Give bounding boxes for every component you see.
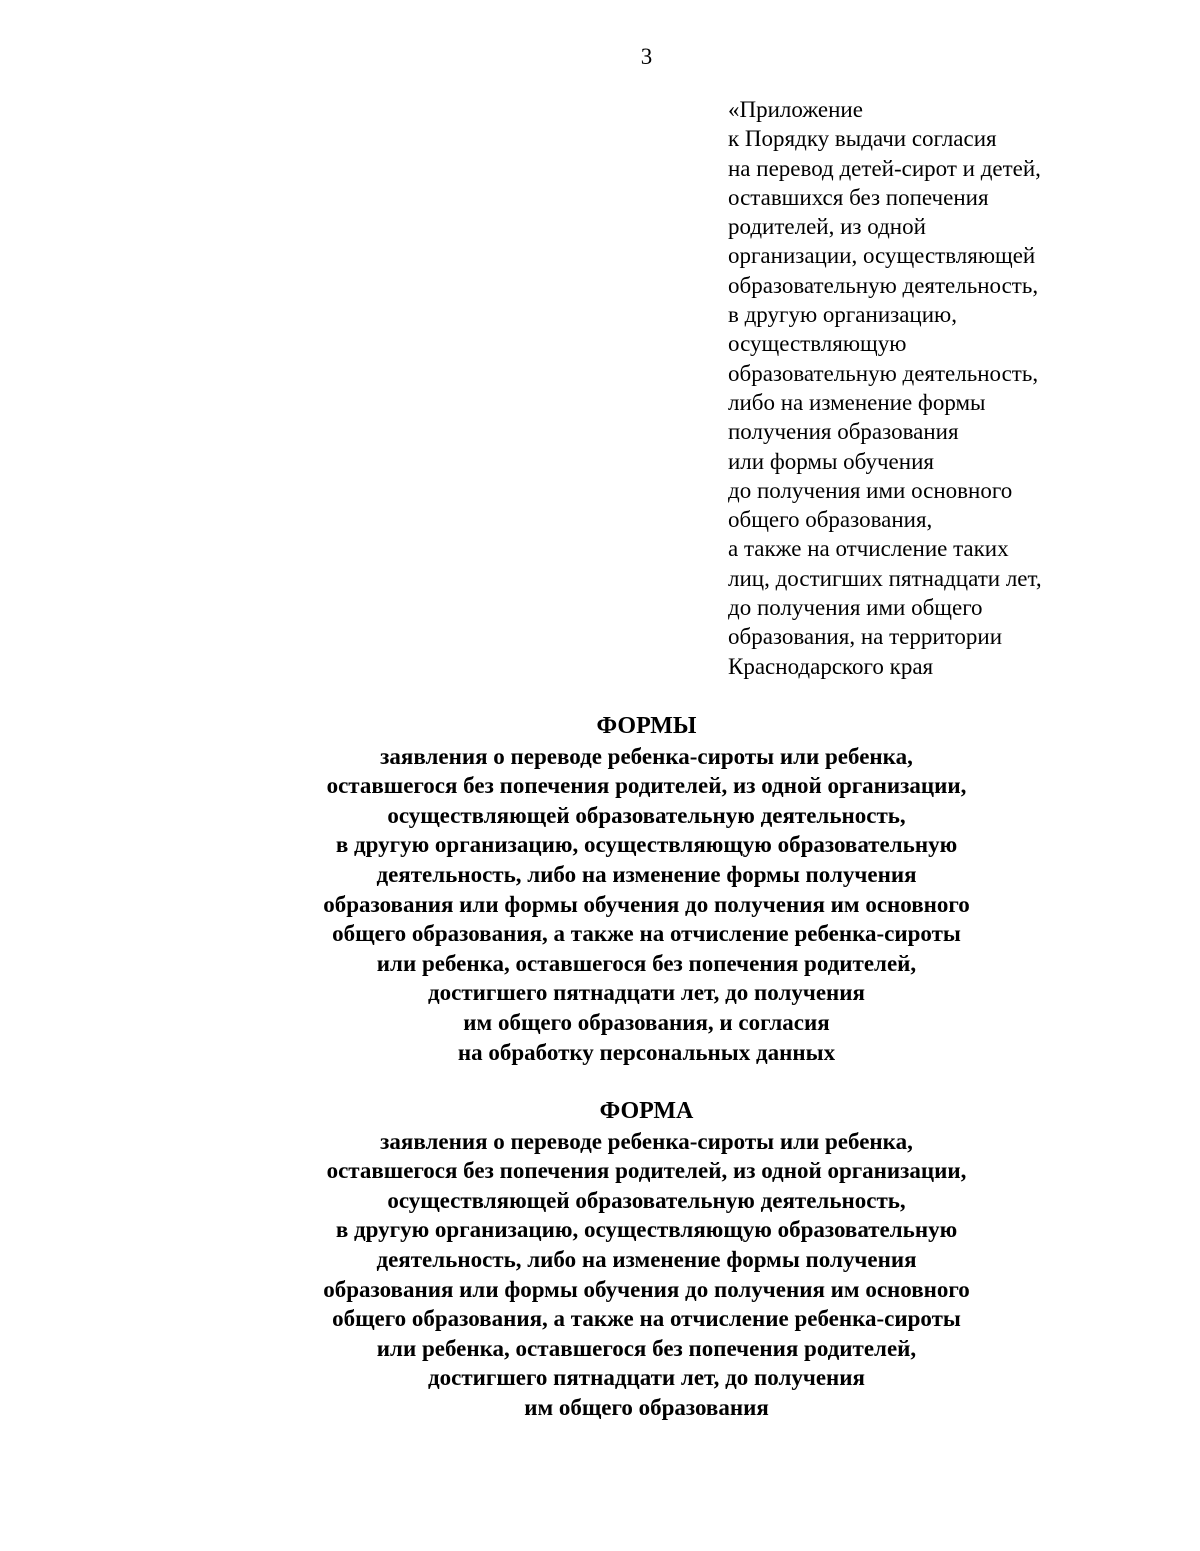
appendix-line: до получения ими общего [728,595,983,621]
appendix-line: либо на изменение формы [728,389,986,415]
appendix-line: получения образования [728,419,959,445]
forms-heading-line: в другую организацию, осуществляющую образовательную [335,832,958,858]
appendix-line: оставшихся без попечения [728,184,989,210]
appendix-line: лиц, достигших пятнадцати лет, [728,565,1042,591]
appendix-line: родителей, из одной [728,214,926,240]
form-heading-line: заявления о переводе ребенка-сироты или ребенка, [380,1128,913,1154]
forms-heading-line: общего образования, а также на отчисление ребенка-сироты [332,921,961,947]
form-heading-line: деятельность, либо на изменение формы получения [376,1246,917,1272]
forms-heading-line: деятельность, либо на изменение формы получения [376,861,917,887]
forms-heading-line: заявления о переводе ребенка-сироты или ребенка, [380,743,913,769]
appendix-line: осуществляющую [728,331,907,357]
appendix-line: общего образования, [728,507,933,533]
forms-heading [0,712,1200,1067]
appendix-caption [728,95,1168,681]
appendix-line: «Приложение [728,97,863,122]
appendix-line: образования, на территории [728,624,1003,650]
appendix-line: образовательную деятельность, [728,360,1039,386]
appendix-line: или формы обучения [728,448,934,474]
form-heading-line: образования или формы обучения до получения им основного [323,1276,970,1302]
appendix-line: а также на отчисление таких [728,536,1009,562]
form-heading-line: или ребенка, оставшегося без попечения родителей, [376,1335,917,1361]
forms-heading-line: или ребенка, оставшегося без попечения родителей, [376,950,917,976]
form-heading-line: им общего образования [524,1394,769,1420]
forms-heading-line: им общего образования, и согласия [463,1009,830,1035]
form-heading-title: ФОРМА [599,1098,694,1124]
forms-heading-line: оставшегося без попечения родителей, из одной организации, [326,773,967,799]
form-heading-line: в другую организацию, осуществляющую образовательную [335,1217,958,1243]
appendix-line: до получения ими основного [728,477,1013,503]
form-heading [0,1097,1200,1423]
appendix-line: образовательную деятельность, [728,272,1039,298]
forms-heading-line: на обработку персональных данных [457,1039,836,1065]
forms-heading-title: ФОРМЫ [596,713,697,739]
form-heading-line: осуществляющей образовательную деятельность, [387,1187,906,1213]
form-heading-line: оставшегося без попечения родителей, из одной организации, [326,1158,967,1184]
appendix-line: Краснодарского края [728,653,934,679]
form-heading-line: достигшего пятнадцати лет, до получения [428,1365,865,1391]
forms-heading-line: образования или формы обучения до получения им основного [323,891,970,917]
forms-heading-line: достигшего пятнадцати лет, до получения [428,980,865,1006]
appendix-line: на перевод детей-сирот и детей, [728,155,1041,181]
forms-heading-line: осуществляющей образовательную деятельность, [387,802,906,828]
appendix-line: в другую организацию, [728,302,957,328]
appendix-line: организации, осуществляющей [728,243,1036,269]
form-heading-line: общего образования, а также на отчисление ребенка-сироты [332,1306,961,1332]
appendix-line: к Порядку выдачи согласия [728,126,997,152]
page-number: 3 [640,44,653,69]
